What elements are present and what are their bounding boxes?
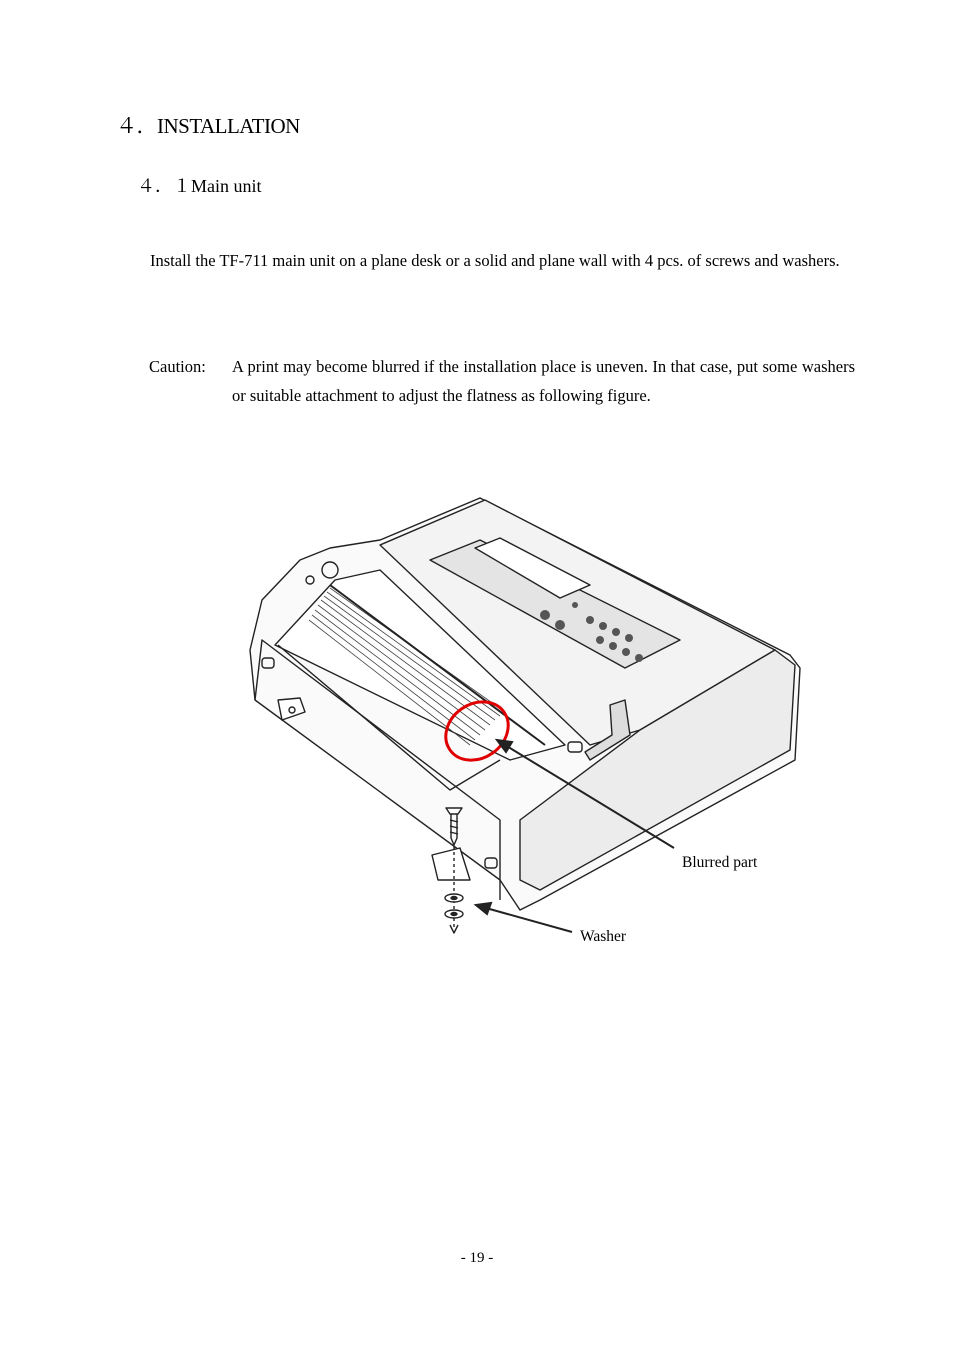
caution-note bbox=[149, 352, 855, 410]
intro-paragraph: Install the TF-711 main unit on a plane desk or a solid and plane wall with 4 pcs. of screws and washers. bbox=[150, 251, 840, 270]
section-title: ４．INSTALLATION bbox=[116, 114, 300, 138]
caution-label: Caution: bbox=[149, 357, 206, 376]
page-number: - 19 - bbox=[460, 1250, 494, 1266]
printer-installation-figure bbox=[240, 485, 820, 955]
callout-washer: Washer bbox=[580, 928, 627, 945]
callout-blurred-part: Blurred part bbox=[682, 854, 758, 871]
caution-text: A print may become blurred if the installation place is uneven. In that case, put some washers or suitable attachment to adjust the flatness as following figure. bbox=[232, 357, 855, 405]
subsection-title: ４．１Main unit bbox=[137, 176, 262, 196]
